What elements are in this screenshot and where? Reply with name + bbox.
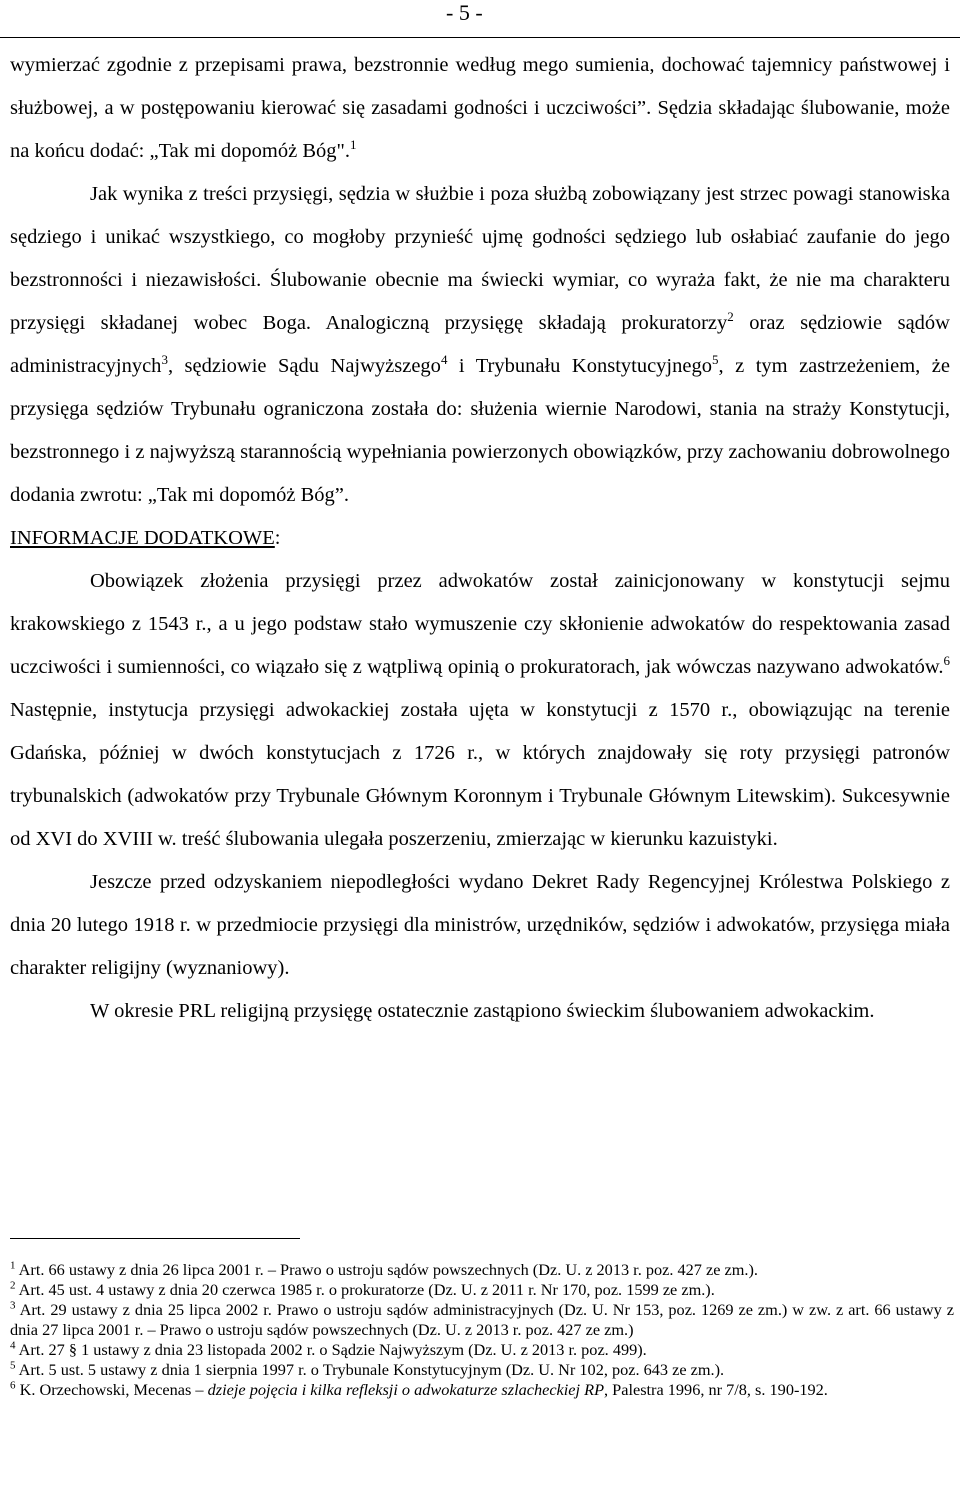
footnote-ref-5[interactable]: 5: [711, 352, 719, 368]
footnote-6-text-b: , Palestra 1996, nr 7/8, s. 190-192.: [604, 1380, 828, 1399]
footnote-1: [10, 1260, 954, 1280]
paragraph-2-text-b: oraz sędziowie sądów administracyjnych: [10, 312, 950, 377]
footnote-mark-4: 4: [10, 1339, 16, 1352]
main-text: [10, 44, 950, 1033]
paragraph-1: [10, 44, 950, 173]
footnote-ref-6[interactable]: 6: [943, 653, 950, 669]
footnote-2-text: Art. 45 ust. 4 ustawy z dnia 20 czerwca 1985 r. o prokuratorze (Dz. U. z 2011 r. Nr 170, poz. 1599 ze zm.).: [15, 1280, 715, 1299]
footnote-mark-2: 2: [10, 1279, 16, 1292]
footnote-6-text-a: K. Orzechowski, Mecenas –: [15, 1380, 208, 1399]
footnote-6-title: dzieje pojęcia i kilka refleksji o adwokaturze szlacheckiej RP: [207, 1380, 605, 1399]
footnote-5-text: Art. 5 ust. 5 ustawy z dnia 1 sierpnia 1997 r. o Trybunale Konstytucyjnym (Dz. U. Nr 102, poz. 643 ze zm.).: [15, 1360, 725, 1379]
header-rule: [0, 37, 960, 38]
footnote-3: [10, 1300, 954, 1340]
paragraph-5: W okresie PRL religijną przysięgę ostatecznie zastąpiono świeckim ślubowaniem adwokackim.: [90, 1000, 875, 1022]
paragraph-3-text-a: Obowiązek złożenia przysięgi przez adwokatów został zainicjonowany w konstytucji sejmu krakowskiego z 1543 r., a u jego podstaw stało wymuszenie czy skłonienie adwokatów do respektowania zasad uczciwości i sumienności, co wiązało się z wątpliwą opinią o prokuratorach, jak wówczas nazywano adwokatów.: [10, 570, 950, 678]
footnotes: [10, 1260, 954, 1400]
paragraph-2-text-d: i Trybunału Konstytucyjnego: [447, 355, 712, 377]
footnote-3-text: Art. 29 ustawy z dnia 25 lipca 2002 r. Prawo o ustroju sądów administracyjnych (Dz. U. Nr 153, poz. 1269 ze zm.) w zw. z art. 66 ustawy z dnia 27 lipca 2001 r. – Prawo o ustroju sądów powszechnych (Dz. U. z 2013 r. poz. 427 ze zm.): [10, 1300, 954, 1339]
footnote-1-text: Art. 66 ustawy z dnia 26 lipca 2001 r. – Prawo o ustroju sądów powszechnych (Dz. U. z 2013 r. poz. 427 ze zm.).: [15, 1260, 758, 1279]
paragraph-1-text: wymierzać zgodnie z przepisami prawa, bezstronnie według mego sumienia, dochować tajemnicy państwowej i służbowej, a w postępowaniu kierować się zasadami godności i uczciwości”. Sędzia składając ślubowanie, może na końcu dodać: „Tak mi dopomóż Bóg".: [10, 54, 950, 162]
footnote-ref-3[interactable]: 3: [161, 352, 168, 368]
footnote-mark-5: 5: [10, 1359, 16, 1372]
paragraph-2-text-c: , sędziowie Sądu Najwyższego: [167, 355, 441, 377]
footnote-ref-1[interactable]: 1: [349, 137, 357, 153]
footnote-ref-2[interactable]: 2: [727, 309, 734, 325]
paragraph-2-text-e: , z tym zastrzeżeniem, że przysięga sędziów Trybunału ograniczona została do: służenia wiernie Narodowi, stania na straży Konstytucji, bezstronnego i z najwyższą starannością wypełniania powierzonych obowiązków, przy zachowaniu dobrowolnego dodania zwrotu: „Tak mi dopomóż Bóg”.: [10, 355, 950, 506]
paragraph-4: Jeszcze przed odzyskaniem niepodległości wydano Dekret Rady Regencyjnej Królestwa Polskiego z dnia 20 lutego 1918 r. w przedmiocie przysięgi dla ministrów, urzędników, sędziów i adwokatów, przysięga miała charakter religijny (wyznaniowy).: [10, 871, 950, 979]
footnote-mark-6: 6: [10, 1379, 16, 1392]
footnote-mark-1: 1: [10, 1259, 16, 1272]
footnote-separator: [10, 1238, 300, 1239]
footnote-2: [10, 1280, 954, 1300]
section-heading-text: INFORMACJE DODATKOWE: [10, 527, 275, 549]
footnote-4: [10, 1340, 954, 1360]
paragraph-2: [10, 173, 950, 517]
section-heading: [10, 517, 950, 560]
footnote-4-text: Art. 27 § 1 ustawy z dnia 23 listopada 2002 r. o Sądzie Najwyższym (Dz. U. z 2013 r. poz. 499).: [15, 1340, 647, 1359]
paragraph-3: [10, 560, 950, 861]
footnote-5: [10, 1360, 954, 1380]
footnote-6: [10, 1380, 954, 1400]
section-heading-colon: :: [274, 527, 281, 549]
paragraph-2-text-a: Jak wynika z treści przysięgi, sędzia w służbie i poza służbą zobowiązany jest strzec powagi stanowiska sędziego i unikać wszystkiego, co mogłoby przynieść ujmę godności sędziego lub osłabiać zaufanie do jego bezstronności i niezawisłości. Ślubowanie obecnie ma świecki wymiar, co wyraża fakt, że nie ma charakteru przysięgi składanej wobec Boga. Analogiczną przysięgę składają prokuratorzy: [10, 183, 950, 334]
footnote-mark-3: 3: [10, 1299, 16, 1312]
page-number: - 5 -: [446, 0, 483, 25]
paragraph-3-text-b: Następnie, instytucja przysięgi adwokackiej została ujęta w konstytucji z 1570 r., obowiązując na terenie Gdańska, później w dwóch konstytucjach z 1726 r., w których znajdowały się roty przysięgi patronów trybunalskich (adwokatów przy Trybunale Głównym Koronnym i Trybunale Głównym Litewskim). Sukcesywnie od XVI do XVIII w. treść ślubowania ulegała poszerzeniu, zmierzając w kierunku kazuistyki.: [10, 699, 950, 850]
footnote-ref-4[interactable]: 4: [440, 352, 448, 368]
